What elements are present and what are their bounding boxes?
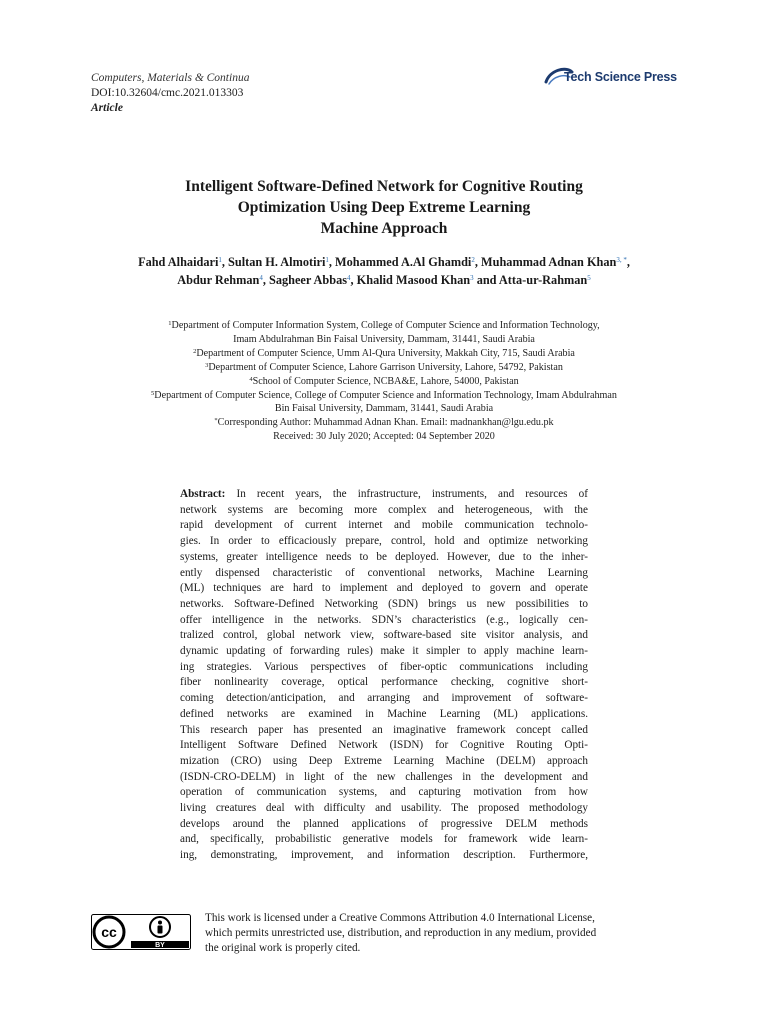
author-separator: , <box>221 255 229 269</box>
author-name: Fahd Alhaidari <box>138 255 219 269</box>
affiliation-text: School of Computer Science, NCBA&E, Lahore, 54000, Pakistan <box>252 375 519 387</box>
abstract-line: develops around the planned applications of progressive DELM methods <box>180 817 588 830</box>
author-name: Atta-ur-Rahman <box>498 273 588 287</box>
affiliation-3 <box>96 361 672 375</box>
abstract-line: gies. In order to efficaciously prepare, control, hold and optimize networking <box>180 535 588 548</box>
affiliation-mark: 3 <box>470 274 474 282</box>
author-name: Abdur Rehman <box>177 273 260 287</box>
affiliation-mark: 3 <box>205 361 209 369</box>
author-name: Khalid Masood Khan <box>356 273 471 287</box>
affiliation-5 <box>96 389 672 403</box>
affiliation-mark: 4 <box>259 274 263 282</box>
abstract-line: network systems are becoming more complex and heterogeneous, with the <box>180 503 588 516</box>
affiliations <box>96 319 672 444</box>
license-line: which permits unrestricted use, distribution, and reproduction in any medium, provided <box>205 927 597 940</box>
author-conjunction: and <box>473 273 499 287</box>
author-name: Mohammed A.Al Ghamdi <box>335 255 472 269</box>
corresponding-author <box>96 416 672 430</box>
abstract-line: coming detection/anticipation, and arranging and improvement of software- <box>180 692 588 705</box>
author-line <box>96 253 672 271</box>
abstract-line: This research paper has presented an imaginative framework concept called <box>180 723 588 736</box>
affiliation-text: Department of Computer Information System, College of Computer Science and Information Technology, <box>171 320 600 331</box>
license-line: This work is licensed under a Creative Commons Attribution 4.0 International License, <box>205 912 595 924</box>
abstract-line: Intelligent Software Defined Network (ISDN) for Cognitive Routing Opti- <box>180 739 588 752</box>
abstract-line: defined networks are examined in Machine Learning (ML) applications. <box>180 707 588 720</box>
author-name: Muhammad Adnan Khan <box>481 255 617 269</box>
abstract-line: dynamic updating of forwarding rules) make it simpler to apply machine learn- <box>180 645 588 658</box>
affiliation-2 <box>96 347 672 361</box>
abstract-line: tralized control, global network view, software-based site visitor analysis, and <box>180 629 588 642</box>
affiliation-mark: 1 <box>325 256 329 264</box>
paper-title <box>120 176 648 239</box>
abstract-line: offer intelligence in the networks. SDN’s characteristics (e.g., logically cen- <box>180 613 588 626</box>
license-line: the original work is properly cited. <box>205 942 361 955</box>
attribution-person-icon <box>150 917 170 937</box>
title-line: Intelligent Software-Defined Network for Cognitive Routing <box>185 178 583 195</box>
corresponding-author-text: Corresponding Author: Muhammad Adnan Khan. Email: madnankhan@lgu.edu.pk <box>217 417 554 429</box>
abstract-line <box>180 487 588 503</box>
abstract-line: operation of communication systems, and capturing motivation from how <box>180 786 588 799</box>
abstract-line: fiber nonlinearity coverage, optical performance checking, cognitive short- <box>180 676 588 689</box>
author-separator: , <box>262 273 269 287</box>
received-dates: Received: 30 July 2020; Accepted: 04 September 2020 <box>273 431 495 443</box>
publisher-name: Tech Science Press <box>564 70 677 84</box>
affiliation-5-cont: Bin Faisal University, Dammam, 31441, Saudi Arabia <box>274 403 494 415</box>
license-text <box>205 911 685 957</box>
by-label: BY <box>155 942 165 950</box>
author-separator: , <box>350 273 357 287</box>
affiliation-mark: 5 <box>587 274 591 282</box>
cc-by-badge[interactable] <box>91 914 191 950</box>
author-separator: , <box>474 255 482 269</box>
affiliation-text: Department of Computer Science, Lahore Garrison University, Lahore, 54792, Pakistan <box>208 361 563 373</box>
journal-name: Computers, Materials & Continua <box>91 72 250 84</box>
abstract-line: mization (CRO) using Deep Extreme Learning Machine (DELM) approach <box>180 754 588 767</box>
doi-link[interactable]: DOI:10.32604/cmc.2021.013303 <box>91 87 244 99</box>
affiliation-1-cont: Imam Abdulrahman Bin Faisal University, Dammam, 31441, Saudi Arabia <box>233 333 535 345</box>
affiliation-mark: * <box>214 417 218 425</box>
abstract-text: In recent years, the infrastructure, instruments, and resources of <box>225 488 588 500</box>
affiliation-mark: 1 <box>218 256 222 264</box>
abstract <box>180 487 588 864</box>
affiliation-mark: 4 <box>249 375 253 383</box>
abstract-line: living creatures deal with difficulty and usability. The proposed methodology <box>180 802 588 815</box>
abstract-line: and, specifically, probabilistic generative models for framework wide learn- <box>180 833 588 846</box>
affiliation-mark: 1 <box>168 320 172 327</box>
affiliation-1 <box>96 319 672 333</box>
license-block <box>91 911 691 961</box>
abstract-line: systems, greater intelligence needs to be deployed. However, due to the inher- <box>180 550 588 563</box>
abstract-line: ently dispensed characteristic of conventional networks, Machine Learning <box>180 566 588 579</box>
abstract-line: ing, demonstrating, improvement, and information description. Furthermore, <box>180 849 588 862</box>
affiliation-mark: 5 <box>151 389 155 397</box>
affiliation-mark: 3, * <box>616 256 627 264</box>
abstract-line: (ISDN-CRO-DELM) in light of the new challenges in the development and <box>180 770 588 783</box>
affiliation-mark: 2 <box>193 347 197 355</box>
abstract-line: networks. Software-Defined Networking (SDN) brings us new possibilities to <box>180 597 588 610</box>
publisher-logo <box>544 66 684 88</box>
abstract-line: rapid development of current internet and mobile communication technolo- <box>180 519 588 532</box>
cc-label: cc <box>101 924 117 940</box>
affiliation-mark: 4 <box>347 274 351 282</box>
title-line: Machine Approach <box>320 220 448 237</box>
affiliation-4 <box>96 375 672 389</box>
abstract-line: (ML) techniques are hard to implement and deployed to govern and operate <box>180 582 588 595</box>
author-name: Sagheer Abbas <box>269 273 348 287</box>
author-list <box>96 253 672 289</box>
abstract-label: Abstract: <box>180 488 226 500</box>
article-type: Article <box>91 102 123 114</box>
author-line <box>96 271 672 289</box>
affiliation-text: Department of Computer Science, Umm Al-Qura University, Makkah City, 715, Saudi Arabia <box>196 347 575 359</box>
abstract-line: ing strategies. Various perspectives of fiber-optic communications including <box>180 660 588 673</box>
journal-header <box>91 71 249 116</box>
author-name: Sultan H. Almotiri <box>228 255 326 269</box>
affiliation-text: Department of Computer Science, College of Computer Science and Information Technology, Imam Abdulrahman <box>154 389 617 401</box>
affiliation-mark: 2 <box>471 256 475 264</box>
title-line: Optimization Using Deep Extreme Learning <box>237 199 531 216</box>
author-separator: , <box>328 255 336 269</box>
author-separator: , <box>626 255 630 269</box>
